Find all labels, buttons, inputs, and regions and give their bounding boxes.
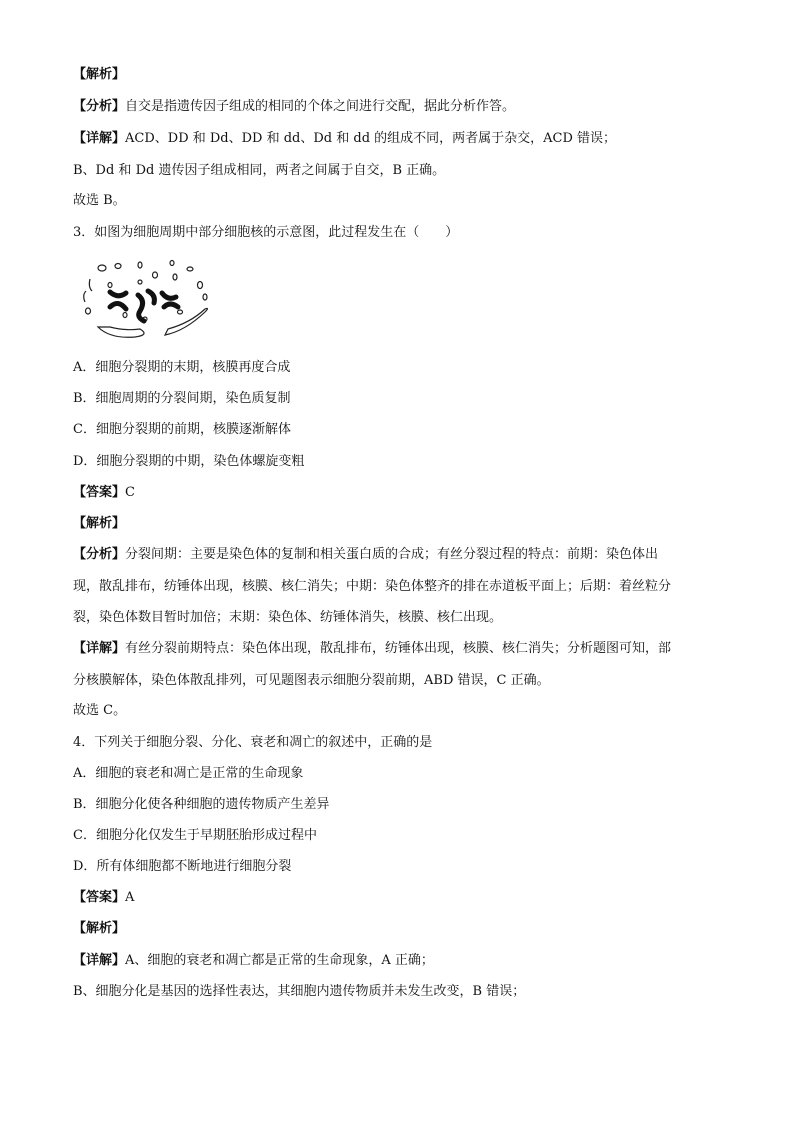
chromosome [138,295,144,321]
q3-option-c: C．细胞分裂期的前期，核膜逐渐解体 [73,422,291,437]
q4-option-a: A．细胞的衰老和凋亡是正常的生命现象 [73,766,304,781]
q4-option-c: C．细胞分化仅发生于早期胚胎形成过程中 [73,828,317,843]
q3-analysis-line: 裂，染色体数目暂时加倍；末期：染色体、纺锤体消失，核膜、核仁出现。 [73,610,503,625]
chromosome [110,292,126,296]
q3-analysis-paragraph: 【分析】分裂间期：主要是染色体的复制和相关蛋白质的合成；有丝分裂过程的特点：前期：染色体出 [73,547,659,562]
q3-option-a: A．细胞分裂期的末期，核膜再度合成 [73,360,291,375]
q4-detail-line: B、细胞分化是基因的选择性表达，其细胞内遗传物质并未发生改变，B 错误； [73,984,526,999]
q3-analysis-heading: 【解析】 [73,516,126,531]
q4-option-d: D．所有体细胞都不断地进行细胞分裂 [73,859,292,874]
question-4-stem: 4．下列关于细胞分裂、分化、衰老和凋亡的叙述中，正确的是 [73,735,433,750]
analysis-heading: 【解析】 [73,67,126,82]
q3-option-d: D．细胞分裂期的中期，染色体螺旋变粗 [73,454,305,469]
chromosome [110,303,126,309]
chromosome [162,293,176,298]
q4-option-b: B．细胞分化使各种细胞的遗传物质产生差异 [73,797,330,812]
q4-detail-paragraph: 【详解】A、细胞的衰老和凋亡都是正常的生命现象，A 正确； [73,953,434,968]
detail-line: B、Dd 和 Dd 遗传因子组成相同，两者之间属于自交，B 正确。 [73,163,446,178]
membrane-fragment [98,327,144,337]
q3-detail-line: 分核膜解体，染色体散乱排列，可见题图表示细胞分裂前期，ABD 错误，C 正确。 [73,673,550,688]
analysis-paragraph: 【分析】自交是指遗传因子组成的相同的个体之间进行交配，据此分析作答。 [73,99,516,114]
question-3-stem: 3．如图为细胞周期中部分细胞核的示意图，此过程发生在（ ） [73,225,459,240]
q3-option-b: B．细胞周期的分裂间期，染色质复制 [73,391,291,406]
membrane-fragment [84,291,86,302]
chromosome [148,291,154,303]
q3-answer: 【答案】C [73,485,135,500]
choice-line: 故选 B。 [73,193,126,208]
q4-analysis-heading: 【解析】 [73,921,126,936]
chromosome [164,304,178,307]
q3-detail-paragraph: 【详解】有丝分裂前期特点：染色体出现，散乱排布，纺锤体出现，核膜、核仁消失；分析题图可知，部 [73,641,672,656]
q3-choice-line: 故选 C。 [73,703,127,718]
q4-answer: 【答案】A [73,890,135,905]
cell-nucleus-figure [80,257,215,347]
detail-paragraph: 【详解】ACD、DD 和 Dd、DD 和 dd、Dd 和 dd 的组成不同，两者属于杂交，ACD 错误； [73,131,617,146]
membrane-fragment [89,279,92,291]
membrane-fragment [165,308,208,335]
q3-analysis-line: 现，散乱排布，纺锤体出现，核膜、核仁消失；中期：染色体整齐的排在赤道板平面上；后期：着丝粒分 [73,579,672,594]
